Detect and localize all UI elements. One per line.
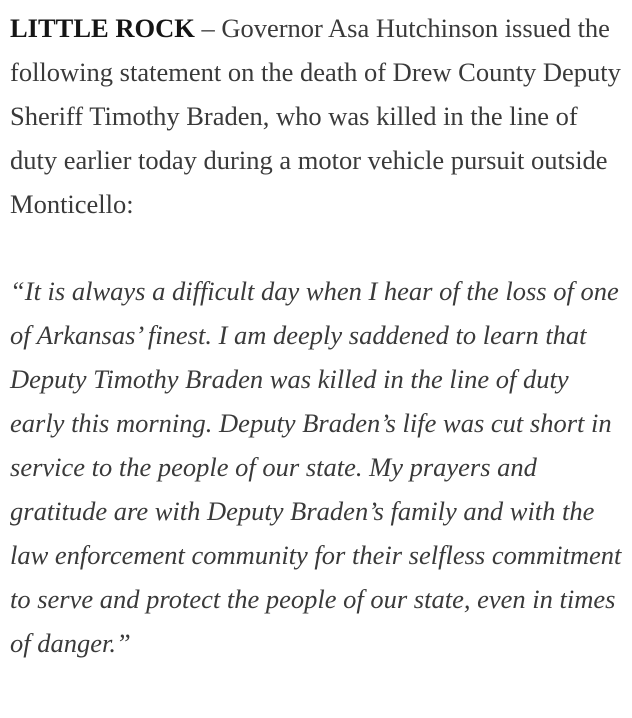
press-release-article bbox=[10, 6, 626, 665]
lead-paragraph bbox=[10, 6, 626, 226]
lead-text: Governor Asa Hutchinson issued the following statement on the death of Drew County Deputy Sheriff Timothy Braden, who was killed in the line of duty earlier today during a motor vehicle pursuit outside Monticello: bbox=[10, 13, 621, 219]
dateline-dash: – bbox=[194, 13, 222, 43]
dateline: LITTLE ROCK bbox=[10, 13, 195, 43]
governor-quote: “It is always a difficult day when I hear of the loss of one of Arkansas’ finest. I am deeply saddened to learn that Deputy Timothy Braden was killed in the line of duty early this morning. Deputy Braden’s life was cut short in service to the people of our state. My prayers and gratitude are with Deputy Braden’s family and with the law enforcement community for their selfless commitment to serve and protect the people of our state, even in times of danger.” bbox=[10, 276, 622, 658]
